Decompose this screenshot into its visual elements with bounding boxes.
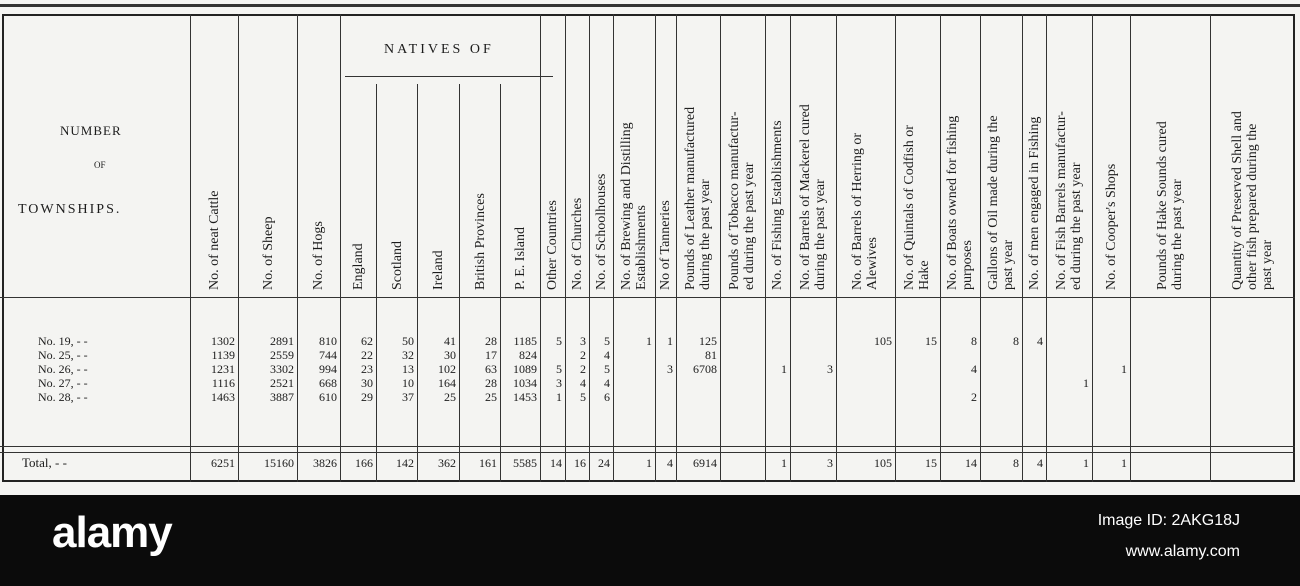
column-header-24: No. of Cooper's Shops (1103, 163, 1119, 290)
cell-boats: 2 (971, 390, 977, 404)
column-header-25: Pounds of Hake Sounds cured during the past year (1155, 121, 1185, 290)
cell-brewing: 1 (646, 334, 652, 348)
column-header-4: England (350, 243, 366, 290)
col-rule (297, 14, 298, 482)
column-header-13: No of Tanneries (657, 200, 673, 290)
cell-other: 5 (556, 334, 562, 348)
total-cell-schools: 24 (598, 456, 610, 470)
cell-pei: 1034 (513, 376, 537, 390)
cell-british: 28 (485, 334, 497, 348)
total-cell-herring: 105 (874, 456, 892, 470)
column-header-14: Pounds of Leather manufactured during the past year (683, 106, 713, 290)
total-cell-leather: 6914 (693, 456, 717, 470)
col-rule (1046, 14, 1047, 482)
total-cell-men: 4 (1037, 456, 1043, 470)
watermark-url: www.alamy.com (1125, 543, 1240, 560)
column-header-7: British Provinces (472, 193, 488, 290)
cell-churches: 5 (580, 390, 586, 404)
column-header-10: No. of Churches (569, 197, 585, 290)
cell-other: 3 (556, 376, 562, 390)
total-cell-cattle: 6251 (211, 456, 235, 470)
col-rule (500, 84, 501, 482)
col-rule (613, 14, 614, 482)
total-cell-scotland: 142 (396, 456, 414, 470)
column-header-15: Pounds of Tobacco manufactur- ed during the past year (727, 111, 757, 290)
col-rule (1092, 14, 1093, 482)
col-rule (1022, 14, 1023, 482)
column-header-2: No. of Sheep (260, 216, 276, 290)
cell-scotland: 13 (402, 362, 414, 376)
column-header-5: Scotland (389, 241, 405, 290)
col-rule (340, 14, 341, 482)
total-cell-england: 166 (355, 456, 373, 470)
cell-schools: 4 (604, 376, 610, 390)
cell-british: 28 (485, 376, 497, 390)
cell-cattle: 1463 (211, 390, 235, 404)
township-label: No. 19, - - (38, 334, 88, 348)
cell-british: 25 (485, 390, 497, 404)
total-cell-ireland: 362 (438, 456, 456, 470)
total-cell-tanneries: 4 (667, 456, 673, 470)
cell-england: 30 (361, 376, 373, 390)
col-rule (589, 14, 590, 482)
col-rule (238, 14, 239, 482)
col-rule (459, 84, 460, 482)
column-header-9: Other Countries (544, 200, 560, 290)
cell-hogs: 994 (319, 362, 337, 376)
total-row-label: Total, - - (22, 455, 67, 470)
cell-cattle: 1116 (211, 376, 235, 390)
cell-oil: 8 (1013, 334, 1019, 348)
total-cell-british: 161 (479, 456, 497, 470)
cell-cattle: 1139 (211, 348, 235, 362)
cell-ireland: 30 (444, 348, 456, 362)
cell-hogs: 668 (319, 376, 337, 390)
cell-cattle: 1302 (211, 334, 235, 348)
total-cell-codfish: 15 (925, 456, 937, 470)
column-header-12: No. of Brewing and Distilling Establishments (619, 122, 649, 290)
township-label: No. 28, - - (38, 390, 88, 404)
cell-british: 17 (485, 348, 497, 362)
column-header-11: No. of Schoolhouses (593, 173, 609, 290)
cell-england: 62 (361, 334, 373, 348)
cell-scotland: 32 (402, 348, 414, 362)
cell-fishing_est: 1 (781, 362, 787, 376)
cell-barrels: 1 (1083, 376, 1089, 390)
cell-herring: 105 (874, 334, 892, 348)
col-rule (1210, 14, 1211, 482)
township-label: No. 27, - - (38, 376, 88, 390)
cell-british: 63 (485, 362, 497, 376)
cell-scotland: 37 (402, 390, 414, 404)
cell-churches: 3 (580, 334, 586, 348)
cell-mackerel: 3 (827, 362, 833, 376)
column-header-3: No. of Hogs (310, 221, 326, 290)
cell-ireland: 41 (444, 334, 456, 348)
col-rule (655, 14, 656, 482)
cell-ireland: 102 (438, 362, 456, 376)
stub-heading-number: NUMBER (60, 123, 122, 138)
cell-hogs: 810 (319, 334, 337, 348)
cell-sheep: 3887 (270, 390, 294, 404)
column-header-1: No. of neat Cattle (206, 190, 222, 290)
cell-boats: 8 (971, 334, 977, 348)
column-header-6: Ireland (430, 250, 446, 290)
cell-other: 1 (556, 390, 562, 404)
col-rule (417, 84, 418, 482)
total-cell-boats: 14 (965, 456, 977, 470)
cell-sheep: 2891 (270, 334, 294, 348)
cell-sheep: 3302 (270, 362, 294, 376)
alamy-logo: alamy (52, 508, 172, 557)
total-cell-oil: 8 (1013, 456, 1019, 470)
total-cell-fishing_est: 1 (781, 456, 787, 470)
total-cell-sheep: 15160 (264, 456, 294, 470)
col-rule (895, 14, 896, 482)
col-rule (765, 14, 766, 482)
total-cell-coopers: 1 (1121, 456, 1127, 470)
cell-england: 29 (361, 390, 373, 404)
total-rule-2 (0, 452, 1295, 453)
cell-cattle: 1231 (211, 362, 235, 376)
column-header-22: No. of men engaged in Fishing (1026, 116, 1042, 290)
total-cell-pei: 5585 (513, 456, 537, 470)
cell-schools: 5 (604, 334, 610, 348)
cell-coopers: 1 (1121, 362, 1127, 376)
natives-of-group-header: NATIVES OF (384, 42, 494, 57)
cell-men: 4 (1037, 334, 1043, 348)
total-cell-other: 14 (550, 456, 562, 470)
cell-codfish: 15 (925, 334, 937, 348)
col-rule (940, 14, 941, 482)
cell-hogs: 610 (319, 390, 337, 404)
col-rule (980, 14, 981, 482)
cell-schools: 5 (604, 362, 610, 376)
cell-pei: 1453 (513, 390, 537, 404)
cell-scotland: 10 (402, 376, 414, 390)
cell-leather: 81 (705, 348, 717, 362)
cell-scotland: 50 (402, 334, 414, 348)
col-rule (376, 84, 377, 482)
cell-pei: 1185 (513, 334, 537, 348)
cell-schools: 4 (604, 348, 610, 362)
cell-ireland: 164 (438, 376, 456, 390)
cell-leather: 6708 (693, 362, 717, 376)
cell-england: 22 (361, 348, 373, 362)
cell-boats: 4 (971, 362, 977, 376)
cell-tanneries: 1 (667, 334, 673, 348)
cell-pei: 1089 (513, 362, 537, 376)
township-label: No. 25, - - (38, 348, 88, 362)
total-cell-churches: 16 (574, 456, 586, 470)
header-rule (0, 297, 1295, 298)
column-header-19: No. of Quintals of Codfish or Hake (902, 125, 932, 290)
total-cell-barrels: 1 (1083, 456, 1089, 470)
total-cell-hogs: 3826 (313, 456, 337, 470)
total-rule (0, 446, 1295, 447)
cell-england: 23 (361, 362, 373, 376)
column-header-17: No. of Barrels of Mackerel cured during the past year (798, 104, 828, 290)
total-cell-mackerel: 3 (827, 456, 833, 470)
cell-churches: 2 (580, 348, 586, 362)
col-rule (190, 14, 191, 482)
stub-heading-townships: TOWNSHIPS. (18, 202, 122, 217)
cell-sheep: 2521 (270, 376, 294, 390)
cell-tanneries: 3 (667, 362, 673, 376)
cell-schools: 6 (604, 390, 610, 404)
cell-sheep: 2559 (270, 348, 294, 362)
col-rule (836, 14, 837, 482)
column-header-20: No. of Boats owned for fishing purposes (945, 115, 975, 290)
watermark-band (0, 495, 1300, 586)
column-header-26: Quantity of Preserved Shell and other fish prepared during the past year (1229, 111, 1275, 290)
cell-leather: 125 (699, 334, 717, 348)
cell-churches: 2 (580, 362, 586, 376)
column-header-21: Gallons of Oil made during the past year (986, 115, 1016, 290)
cell-ireland: 25 (444, 390, 456, 404)
image-id-label: Image ID: 2AKG18J (1097, 512, 1240, 529)
total-cell-brewing: 1 (646, 456, 652, 470)
col-rule (790, 14, 791, 482)
column-header-18: No. of Barrels of Herring or Alewives (850, 132, 880, 290)
cell-hogs: 744 (319, 348, 337, 362)
natives-group-rule (345, 76, 553, 77)
cell-other: 5 (556, 362, 562, 376)
column-header-23: No. of Fish Barrels manufactur- ed during the past year (1054, 111, 1084, 290)
stub-heading-of: OF (94, 160, 106, 170)
cell-churches: 4 (580, 376, 586, 390)
column-header-8: P. E. Island (512, 227, 528, 290)
col-rule (565, 14, 566, 482)
township-label: No. 26, - - (38, 362, 88, 376)
top-rule (0, 4, 1300, 7)
col-rule (540, 14, 541, 482)
col-rule (720, 14, 721, 482)
cell-pei: 824 (519, 348, 537, 362)
col-rule (1130, 14, 1131, 482)
column-header-16: No. of Fishing Establishments (769, 120, 785, 290)
col-rule (676, 14, 677, 482)
